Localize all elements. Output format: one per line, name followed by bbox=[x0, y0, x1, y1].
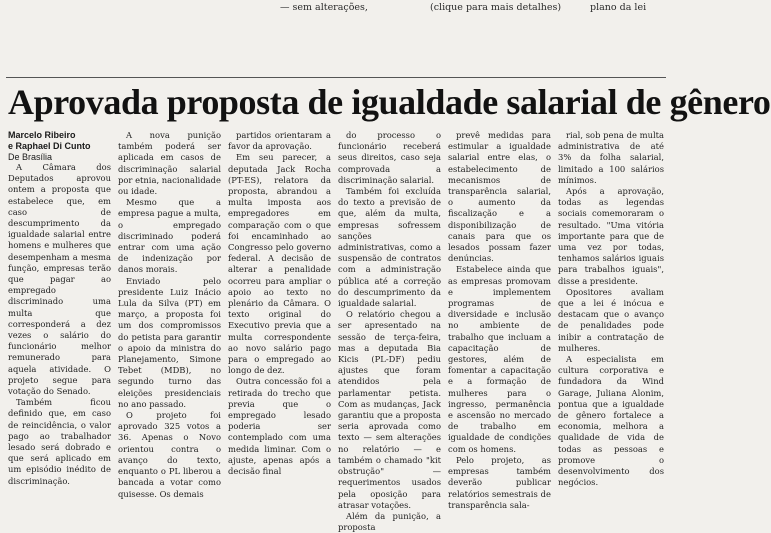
fragment-text: plano da lei bbox=[590, 2, 647, 13]
paragraph: Também ficou definido que, em caso de reincidência, o valor pago ao trabalhador lesado será dobrado e que será aplicado em um episódio inédito de discriminação. bbox=[8, 397, 111, 486]
paragraph: Enviado pelo presidente Luiz Inácio Lula da Silva (PT) em março, a proposta foi um dos compromissos do petista para garantir o apoio da ministra do Planejamento, Simone Tebet (MDB), no segundo turno das eleições presidenciais no ano passado. bbox=[118, 275, 221, 409]
fragment-text: — sem alterações, bbox=[280, 2, 368, 13]
paragraph: partidos orientaram a favor da aprovação. bbox=[228, 130, 331, 152]
paragraph: Pelo projeto, as empresas também deverão publicar relatórios semestrais de transparência sala- bbox=[448, 454, 551, 510]
article-column-4 bbox=[338, 130, 441, 533]
article-column-6 bbox=[558, 130, 664, 488]
dateline: De Brasília bbox=[8, 152, 53, 162]
paragraph: A Câmara dos Deputados aprovou ontem a proposta que estabelece que, em caso de descumprimento da igualdade salarial entre homens e mulheres que desempenham a mesma função, empresas terão que pagar ao empregado discriminado uma multa que corresponderá a dez vezes o salário do funcionário melhor remunerado para aquela atividade. O projeto segue para votação do Senado. bbox=[8, 162, 111, 397]
paragraph: Outra concessão foi a retirada do trecho que previa que o empregado lesado poderia ser contemplado com uma medida liminar. Com o ajuste, apenas após a decisão final bbox=[228, 376, 331, 477]
author-name: Marcelo Ribeiro bbox=[8, 130, 76, 140]
article-headline: Aprovada proposta de igualdade salarial de gênero bbox=[8, 82, 771, 122]
paragraph: do processo o funcionário receberá seus direitos, caso seja comprovada a discriminação salarial. bbox=[338, 130, 441, 185]
article-column-5 bbox=[448, 130, 551, 510]
paragraph: O relatório chegou a ser apresentado na sessão de terça-feira, mas a deputada Bia Kicis (PL-DF) pediu ajustes que foram atendidos pela parlamentar petista. Com as mudanças, Jack garantiu que a proposta seria aprovada como texto — sem alterações no relatório — e também o chamado "kit obstrução" — requerimentos usados pela oposição para atrasar votações. bbox=[338, 309, 441, 510]
paragraph: Opositores avaliam que a lei é inócua e destacam que o avanço de penalidades pode inibir a contratação de mulheres. bbox=[558, 286, 664, 353]
fragment-text: (clique para mais detalhes) bbox=[430, 2, 562, 13]
section-rule bbox=[6, 77, 666, 78]
author-name: e Raphael Di Cunto bbox=[8, 141, 91, 151]
previous-article-fragment bbox=[0, 0, 672, 85]
paragraph: Além da punição, a proposta bbox=[338, 510, 441, 533]
article-column-3 bbox=[228, 130, 331, 477]
paragraph: A especialista em cultura corporativa e fundadora da Wind Garage, Juliana Alonim, pontua que a igualdade de gênero fortalece a economia, melhora a qualidade de vida de todas as pessoas e promove o desenvolvimento dos negócios. bbox=[558, 354, 664, 488]
paragraph: Em seu parecer, a deputada Jack Rocha (PT-ES), relatora da proposta, abrandou a multa imposta aos empregadores em comparação com o que foi encaminhado ao Congresso pelo governo federal. A decisão de alterar a penalidade ocorreu para ampliar o apoio ao texto no plenário da Câmara. O texto original do Executivo previa que a multa correspondente ao novo salário pago para o empregado ao longo de dez. bbox=[228, 152, 331, 376]
article-column-1 bbox=[8, 162, 111, 486]
paragraph: Também foi excluída do texto a previsão de que, além da multa, empresas sofressem sanções administrativas, como a suspensão de contratos com a administração pública até a correção do descumprimento da igualdade salarial. bbox=[338, 186, 441, 309]
paragraph: Mesmo que a empresa pague a multa, o empregado discriminado poderá entrar com uma ação de indenização por danos morais. bbox=[118, 197, 221, 275]
paragraph: O projeto foi aprovado 325 votos a 36. Apenas o Novo orientou contra o avanço do texto, enquanto o PL liberou a bancada a votar como quisesse. Os demais bbox=[118, 410, 221, 499]
paragraph: prevê medidas para estimular a igualdade salarial entre elas, o estabelecimento de mecanismos de transparência salarial, o aumento da fiscalização e a disponibilização de canais para que os lesados possam fazer denúncias. bbox=[448, 130, 551, 264]
paragraph: Estabelece ainda que as empresas promovam e implementem programas de diversidade e inclusão no ambiente de trabalho que incluam a capacitação de gestores, além de fomentar a capacitação e a formação de mulheres para o ingresso, permanência e ascensão no mercado de trabalho em igualdade de condições com os homens. bbox=[448, 264, 551, 454]
paragraph: rial, sob pena de multa administrativa de até 3% da folha salarial, limitado a 100 salários mínimos. bbox=[558, 130, 664, 185]
byline bbox=[8, 130, 108, 163]
paragraph: Após a aprovação, todas as legendas sociais comemoraram o resultado. "Uma vitória importante para que de uma vez por todas, tenhamos salários iguais para trabalhos iguais", disse a presidente. bbox=[558, 186, 664, 286]
article-column-2 bbox=[118, 130, 221, 499]
paragraph: A nova punição também poderá ser aplicada em casos de discriminação salarial por etnia, nacionalidade ou idade. bbox=[118, 130, 221, 197]
